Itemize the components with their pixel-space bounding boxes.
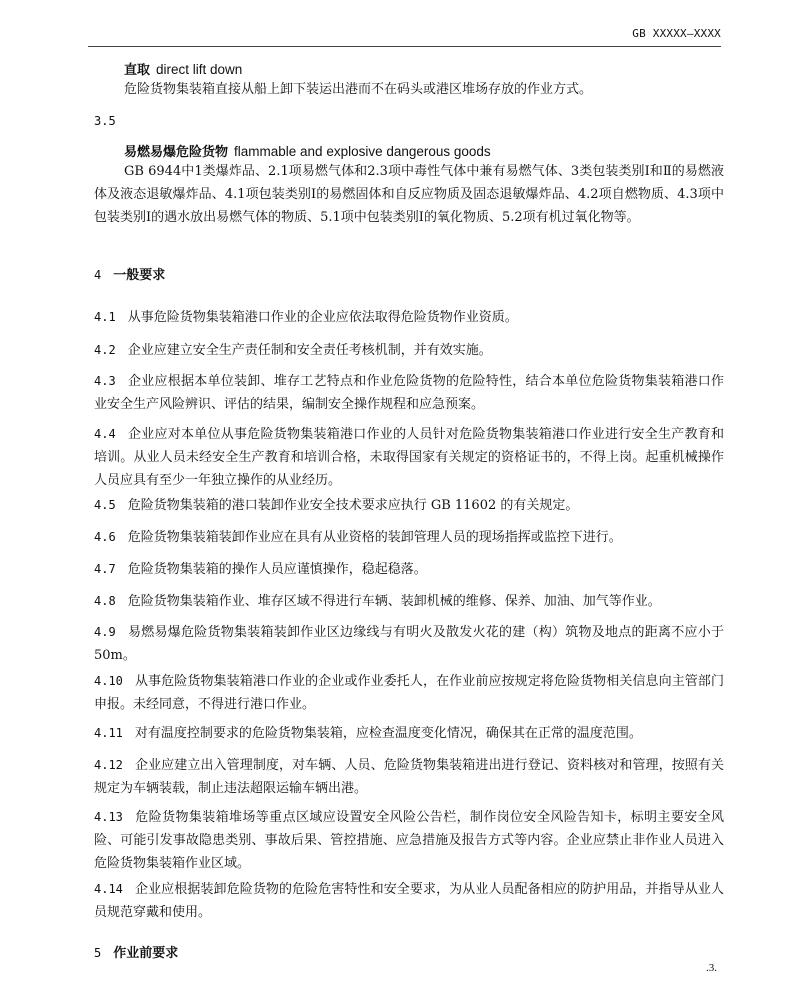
page-number: .3.	[706, 962, 717, 974]
term-en: flammable and explosive dangerous goods	[234, 144, 491, 159]
clause-4-10: 4.10 从事危险货物集装箱港口作业的企业或作业委托人，在作业前应按规定将危险货物相关信息向主管部门申报。未经同意，不得进行港口作业。	[94, 674, 724, 712]
clause-4-1: 4.1 从事危险货物集装箱港口作业的企业应依法取得危险货物作业资质。	[94, 310, 518, 325]
clause-4-11: 4.11 对有温度控制要求的危险货物集装箱，应检查温度变化情况，确保其在正常的温度范围。	[94, 726, 642, 741]
clause-4-5: 4.5 危险货物集装箱的港口装卸作业安全技术要求应执行 GB 11602 的有关规定。	[94, 498, 579, 513]
clause-4-14: 4.14 企业应根据装卸危险货物的危险危害特性和安全要求，为从业人员配备相应的防护用品，并指导从业人员规范穿戴和使用。	[94, 882, 724, 920]
term-zh: 易燃易爆危险货物	[124, 145, 229, 160]
clause-number-3-5: 3.5	[94, 114, 116, 128]
clause-4-12: 4.12 企业应建立出入管理制度，对车辆、人员、危险货物集装箱进出进行登记、资料核对和管理，按照有关规定为车辆装载，制止违法超限运输车辆出港。	[94, 758, 724, 796]
section-heading-5: 5 作业前要求	[94, 946, 179, 961]
term-zh: 直取	[124, 63, 151, 78]
clause-4-6: 4.6 危险货物集装箱装卸作业应在具有从业资格的装卸管理人员的现场指挥或监控下进行。	[94, 530, 622, 545]
clause-4-7: 4.7 危险货物集装箱的操作人员应谨慎操作，稳起稳落。	[94, 562, 427, 577]
clause-4-9: 4.9 易燃易爆危险货物集装箱装卸作业区边缘线与有明火及散发火花的建（构）筑物及地点的距离不应小于 50m。	[94, 625, 724, 663]
clause-4-4: 4.4 企业应对本单位从事危险货物集装箱港口作业的人员针对危险货物集装箱港口作业进行安全生产教育和培训。从业人员未经安全生产教育和培训合格，未取得国家有关规定的资格证书的，不得上岗。起重机械操作人员应具有至少一年独立操作的从业经历。	[94, 427, 724, 488]
clause-4-13: 4.13 危险货物集装箱堆场等重点区域应设置安全风险公告栏，制作岗位安全风险告知卡，标明主要安全风险、可能引发事故隐患类别、事故后果、管控措施、应急措施及报告方式等内容。企业应禁止非作业人员进入危险货物集装箱作业区域。	[94, 810, 724, 871]
section-heading-4: 4 一般要求	[94, 268, 166, 283]
clause-4-8: 4.8 危险货物集装箱作业、堆存区域不得进行车辆、装卸机械的维修、保养、加油、加气等作业。	[94, 594, 661, 609]
term-definition-3-5: GB 6944中1类爆炸品、2.1项易燃气体和2.3项中毒性气体中兼有易燃气体、3类包装类别Ⅰ和Ⅱ的易燃液体及液态退敏爆炸品、4.1项包装类别Ⅰ的易燃固体和自反应物质及固态退敏爆炸品、4.2项自燃物质、4.3项中包装类别Ⅰ的遇水放出易燃气体的物质、5.1项中包装类别Ⅰ的氧化物质、5.2项有机过氧化物等。	[94, 164, 724, 225]
header-rule	[88, 46, 721, 47]
term-definition-3-4: 危险货物集装箱直接从船上卸下装运出港而不在码头或港区堆场存放的作业方式。	[124, 82, 593, 97]
clause-4-2: 4.2 企业应建立安全生产责任制和安全责任考核机制，并有效实施。	[94, 343, 492, 358]
standard-code: GB XXXXX—XXXX	[632, 27, 721, 40]
clause-4-3: 4.3 企业应根据本单位装卸、堆存工艺特点和作业危险货物的危险特性，结合本单位危险货物集装箱港口作业安全生产风险辨识、评估的结果，编制安全操作规程和应急预案。	[94, 374, 724, 412]
term-en: direct lift down	[156, 62, 243, 77]
